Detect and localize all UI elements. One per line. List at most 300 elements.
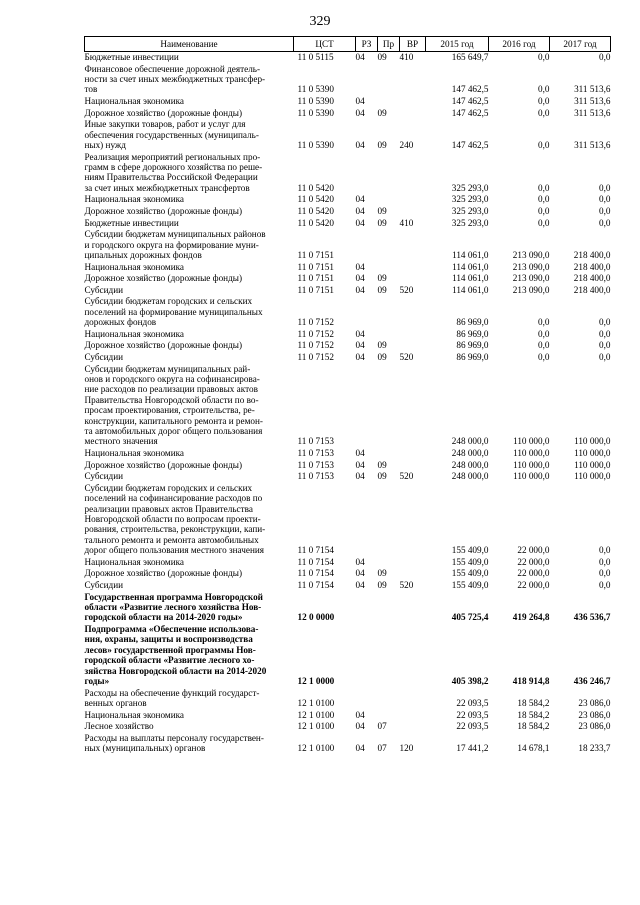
- cell-rz: 04: [355, 351, 365, 362]
- cell-pr: 09: [377, 52, 387, 62]
- cell-csr: 11 0 7153: [297, 436, 334, 447]
- cell-vr: 520: [399, 580, 414, 590]
- cell-2017: 218 400,0: [573, 273, 611, 284]
- cell-csr: 11 0 7151: [297, 273, 334, 284]
- name-line: Субсидии бюджетам городских и сельских: [84, 296, 253, 307]
- cell-pr: 09: [377, 107, 387, 118]
- table-row: [85, 64, 611, 96]
- page-number: 329: [309, 14, 331, 29]
- cell-rz: 04: [355, 217, 365, 228]
- cell-rz: 04: [355, 96, 365, 106]
- cell-name: [85, 329, 294, 341]
- cell-csr: 11 0 5420: [297, 217, 334, 228]
- cell-pr: 09: [377, 273, 387, 284]
- cell-rz: 04: [355, 471, 365, 482]
- cell-pr: [378, 557, 400, 569]
- cell-2015: 114 061,0: [452, 273, 489, 284]
- name-line: просам проектирования, строительства, ре-: [84, 405, 255, 416]
- cell-2016: 0,0: [538, 96, 550, 106]
- table-row: [85, 710, 611, 722]
- name-line: ности за счет иных межбюджетных трансфер-: [84, 74, 266, 84]
- cell-name: [85, 119, 294, 151]
- cell-2015: 22 093,5: [456, 709, 489, 720]
- name-line: ных (муниципальных) органов: [84, 743, 206, 754]
- cell-vr: [400, 568, 426, 580]
- cell-name: [85, 352, 294, 364]
- cell-2015: 114 061,0: [452, 284, 489, 295]
- cell-2017: 110 000,0: [574, 448, 611, 458]
- cell-2015: 22 093,5: [456, 721, 489, 732]
- cell-csr: 11 0 5420: [297, 194, 334, 205]
- name-line: Субсидии бюджетам городских и сельских: [84, 482, 253, 493]
- cell-rz: [356, 64, 378, 96]
- cell-pr: 09: [377, 351, 387, 362]
- name-line: онов и городского округа на софинансирова-: [84, 373, 260, 384]
- cell-2016: 22 000,0: [517, 545, 550, 556]
- cell-vr: 410: [399, 217, 414, 228]
- cell-2016: 0,0: [538, 206, 550, 216]
- cell-vr: [400, 483, 426, 557]
- cell-2017: 0,0: [599, 317, 611, 328]
- name-line: конструкции, капитального ремонта и ремон-: [84, 415, 263, 426]
- cell-vr: [400, 229, 426, 261]
- cell-2016: 110 000,0: [513, 459, 550, 470]
- table-row: [85, 448, 611, 460]
- cell-2015: 325 293,0: [451, 194, 489, 205]
- cell-csr: 11 0 7154: [297, 545, 334, 556]
- cell-2017: 218 400,0: [573, 250, 611, 260]
- cell-2017: 0,0: [599, 206, 611, 216]
- cell-2015: 86 969,0: [456, 328, 489, 339]
- name-line: Новгородской области по вопросам проекти-: [84, 514, 261, 524]
- header-row: [85, 37, 611, 52]
- cell-2016: 110 000,0: [513, 448, 550, 458]
- header-name: Наименование: [85, 37, 294, 52]
- cell-pr: [378, 229, 400, 261]
- cell-rz: [356, 624, 378, 688]
- cell-vr: [400, 721, 426, 733]
- name-line: зяйства Новгородской области на 2014-2020: [84, 665, 267, 676]
- cell-2016: 213 090,0: [512, 273, 550, 284]
- cell-name: [85, 364, 294, 448]
- header-vr: ВР: [400, 37, 426, 52]
- cell-2016: 22 000,0: [517, 568, 550, 579]
- cell-pr: [378, 64, 400, 96]
- cell-2016: 0,0: [538, 107, 550, 118]
- cell-2016: 213 090,0: [512, 250, 550, 260]
- cell-name: [85, 448, 294, 460]
- name-line: Национальная экономика: [84, 96, 185, 106]
- table-row: [85, 557, 611, 569]
- cell-2017: 23 086,0: [578, 721, 611, 732]
- name-line: Национальная экономика: [84, 328, 185, 339]
- cell-vr: [400, 64, 426, 96]
- cell-vr: [400, 296, 426, 328]
- cell-2017: 218 400,0: [573, 284, 611, 295]
- cell-2015: 248 000,0: [451, 459, 489, 470]
- cell-rz: 04: [355, 261, 365, 272]
- cell-2015: 248 000,0: [451, 471, 489, 482]
- name-line: местного значения: [84, 436, 158, 447]
- name-line: годы»: [84, 676, 110, 687]
- table-row: [85, 119, 611, 151]
- cell-2016: 0,0: [538, 340, 550, 351]
- name-line: Иные закупки товаров, работ и услуг для: [84, 119, 246, 130]
- cell-2016: 213 090,0: [512, 261, 550, 272]
- cell-pr: [378, 152, 400, 195]
- cell-csr: 12 0 0000: [297, 612, 335, 623]
- table-row: [85, 721, 611, 733]
- name-line: Расходы на выплаты персоналу государствен-: [84, 732, 264, 743]
- name-line: та автомобильных дорог общего пользования: [84, 426, 263, 436]
- name-line: Национальная экономика: [84, 194, 185, 205]
- table-row: [85, 52, 611, 64]
- cell-vr: [400, 194, 426, 206]
- cell-name: [85, 218, 294, 230]
- cell-pr: 09: [377, 471, 387, 482]
- name-line: Реализация мероприятий региональных про-: [84, 151, 261, 162]
- cell-vr: [400, 108, 426, 120]
- cell-name: [85, 710, 294, 722]
- name-line: городской области «Развитие лесного хо-: [84, 655, 255, 666]
- name-line: Субсидии: [84, 284, 124, 295]
- cell-2016: 0,0: [538, 52, 550, 62]
- cell-csr: 11 0 7154: [297, 568, 334, 579]
- cell-name: [85, 285, 294, 297]
- cell-rz: 04: [355, 556, 365, 567]
- cell-csr: 11 0 5390: [297, 96, 334, 106]
- name-line: Национальная экономика: [84, 709, 185, 720]
- table-row: [85, 285, 611, 297]
- name-line: Бюджетные инвестиции: [84, 52, 179, 62]
- cell-csr: 11 0 7153: [297, 448, 334, 458]
- cell-rz: [356, 229, 378, 261]
- name-line: Финансовое обеспечение дорожной деятель-: [84, 63, 261, 74]
- table-row: [85, 296, 611, 328]
- cell-csr: 11 0 5420: [297, 182, 334, 193]
- cell-name: [85, 340, 294, 352]
- cell-2015: 147 462,5: [451, 84, 489, 95]
- name-line: Государственная программа Новгородской: [84, 591, 263, 602]
- cell-2016: 0,0: [538, 351, 550, 362]
- cell-pr: [378, 688, 400, 710]
- cell-2015: 155 409,0: [451, 568, 489, 579]
- cell-pr: [378, 483, 400, 557]
- cell-pr: [378, 296, 400, 328]
- cell-2015: 155 409,0: [451, 580, 489, 590]
- cell-2017: 218 400,0: [573, 261, 611, 272]
- cell-rz: 04: [355, 107, 365, 118]
- table-row: [85, 329, 611, 341]
- table-row: [85, 194, 611, 206]
- cell-2017: 311 513,6: [574, 84, 611, 95]
- cell-rz: 04: [355, 273, 365, 284]
- cell-2015: 248 000,0: [451, 436, 489, 447]
- cell-name: [85, 483, 294, 557]
- table-row: [85, 483, 611, 557]
- cell-csr: 11 0 7153: [297, 471, 334, 482]
- cell-rz: 04: [355, 206, 365, 216]
- cell-vr: [400, 206, 426, 218]
- cell-rz: 04: [355, 580, 365, 590]
- cell-2017: 311 513,6: [574, 96, 611, 106]
- cell-vr: [400, 688, 426, 710]
- cell-pr: 09: [377, 217, 387, 228]
- cell-2017: 0,0: [599, 328, 611, 339]
- cell-2015: 147 462,5: [451, 96, 489, 106]
- cell-pr: [378, 448, 400, 460]
- cell-2016: 0,0: [538, 140, 550, 150]
- cell-2015: 147 462,5: [451, 107, 489, 118]
- name-line: дорог общего пользования местного значения: [84, 545, 265, 556]
- cell-name: [85, 568, 294, 580]
- cell-name: [85, 296, 294, 328]
- cell-pr: [378, 329, 400, 341]
- cell-csr: 11 0 5390: [297, 84, 334, 95]
- cell-csr: 11 0 5390: [297, 140, 334, 150]
- name-line: области «Развитие лесного хозяйства Нов-: [84, 602, 262, 612]
- cell-vr: 520: [399, 471, 414, 482]
- name-line: Дорожное хозяйство (дорожные фонды): [84, 107, 243, 118]
- cell-2015: 155 409,0: [451, 556, 489, 567]
- name-line: Дорожное хозяйство (дорожные фонды): [84, 568, 243, 579]
- cell-2015: 86 969,0: [456, 351, 489, 362]
- cell-2017: 0,0: [599, 182, 611, 193]
- table-row: [85, 471, 611, 483]
- cell-2016: 18 584,2: [517, 709, 550, 720]
- cell-rz: [356, 688, 378, 710]
- cell-rz: 04: [355, 52, 365, 62]
- cell-name: [85, 580, 294, 592]
- cell-csr: 11 0 5115: [297, 52, 334, 62]
- name-line: Дорожное хозяйство (дорожные фонды): [84, 206, 243, 216]
- table-row: [85, 580, 611, 592]
- cell-rz: 04: [355, 328, 365, 339]
- cell-2015: 165 649,7: [451, 52, 489, 62]
- cell-2016: 14 678,1: [517, 743, 550, 754]
- cell-pr: 09: [377, 568, 387, 579]
- cell-csr: 12 1 0100: [297, 698, 335, 709]
- cell-pr: [378, 194, 400, 206]
- name-line: дорожных фондов: [84, 317, 157, 328]
- name-line: Бюджетные инвестиции: [84, 217, 179, 228]
- cell-vr: [400, 273, 426, 285]
- table-row: [85, 733, 611, 755]
- cell-2015: 325 293,0: [451, 182, 489, 193]
- name-line: Национальная экономика: [84, 448, 185, 458]
- cell-name: [85, 108, 294, 120]
- cell-csr: 11 0 7151: [297, 250, 334, 260]
- cell-name: [85, 460, 294, 472]
- cell-pr: 07: [377, 721, 387, 732]
- name-line: поселений на софинансирование расходов по: [84, 493, 263, 504]
- cell-rz: 04: [355, 568, 365, 579]
- cell-2016: 419 264,8: [512, 612, 550, 623]
- cell-2016: 22 000,0: [517, 556, 550, 567]
- cell-name: [85, 206, 294, 218]
- cell-2017: 311 513,6: [574, 140, 611, 150]
- cell-2017: 18 233,7: [578, 743, 611, 754]
- cell-name: [85, 64, 294, 96]
- cell-rz: 04: [355, 721, 365, 732]
- name-line: Субсидии бюджетам муниципальных рай-: [84, 363, 251, 374]
- cell-2016: 0,0: [538, 182, 550, 193]
- cell-rz: [356, 364, 378, 448]
- cell-name: [85, 557, 294, 569]
- table-row: [85, 108, 611, 120]
- name-line: рования, строительства, реконструкции, капи-: [84, 524, 266, 535]
- cell-pr: [378, 592, 400, 624]
- cell-name: [85, 262, 294, 274]
- cell-vr: [400, 262, 426, 274]
- cell-vr: [400, 592, 426, 624]
- cell-vr: [400, 96, 426, 108]
- cell-2015: 155 409,0: [451, 545, 489, 556]
- cell-rz: [356, 592, 378, 624]
- cell-name: [85, 152, 294, 195]
- table-row: [85, 688, 611, 710]
- cell-pr: 09: [377, 340, 387, 351]
- cell-pr: 09: [377, 206, 387, 216]
- name-line: ных) нужд: [84, 140, 126, 150]
- header-csr: ЦСТ: [294, 37, 356, 52]
- table-row: [85, 364, 611, 448]
- cell-2016: 0,0: [538, 194, 550, 205]
- cell-vr: [400, 557, 426, 569]
- cell-2015: 86 969,0: [456, 340, 489, 351]
- cell-2015: 325 293,0: [451, 206, 489, 216]
- cell-csr: 12 1 0100: [297, 743, 335, 754]
- cell-2017: 0,0: [599, 52, 611, 62]
- cell-2015: 405 725,4: [451, 612, 489, 623]
- table-row: [85, 152, 611, 195]
- table-body: [85, 52, 611, 755]
- cell-2017: 0,0: [599, 217, 611, 228]
- name-line: лесов» государственной программы Нов-: [84, 644, 256, 655]
- cell-2015: 325 293,0: [451, 217, 489, 228]
- name-line: обеспечения государственных (муниципаль-: [84, 129, 259, 140]
- name-line: поселений на формирование муниципальных: [84, 306, 263, 317]
- cell-2015: 114 061,0: [452, 261, 489, 272]
- cell-rz: 04: [355, 743, 365, 754]
- cell-pr: 09: [377, 580, 387, 590]
- cell-vr: [400, 460, 426, 472]
- budget-table: [84, 36, 611, 755]
- cell-pr: [378, 96, 400, 108]
- name-line: венных органов: [84, 698, 147, 709]
- table-row: [85, 206, 611, 218]
- cell-2017: 0,0: [599, 580, 611, 590]
- cell-rz: 04: [355, 140, 365, 150]
- name-line: ниям Правительства Российской Федерации: [84, 172, 258, 183]
- cell-vr: 410: [399, 52, 414, 62]
- cell-name: [85, 229, 294, 261]
- name-line: Подпрограмма «Обеспечение использова-: [84, 624, 259, 634]
- cell-pr: 09: [377, 140, 387, 150]
- cell-2017: 110 000,0: [574, 436, 611, 447]
- cell-vr: 120: [399, 743, 414, 754]
- header-rz: РЗ: [356, 37, 378, 52]
- cell-vr: 520: [399, 284, 414, 295]
- cell-vr: [400, 448, 426, 460]
- cell-2017: 0,0: [599, 340, 611, 351]
- table-header: [85, 37, 611, 52]
- table-row: [85, 460, 611, 472]
- cell-2016: 0,0: [538, 317, 550, 328]
- name-line: Национальная экономика: [84, 556, 185, 567]
- cell-2017: 436 246,7: [573, 676, 611, 687]
- name-line: Национальная экономика: [84, 261, 185, 272]
- header-pr: Пр: [378, 37, 400, 52]
- cell-csr: 11 0 7152: [297, 317, 334, 328]
- name-line: Дорожное хозяйство (дорожные фонды): [84, 273, 243, 284]
- cell-2015: 86 969,0: [456, 317, 489, 328]
- cell-2017: 110 000,0: [574, 459, 611, 470]
- name-line: Правительства Новгородской области по во-: [84, 394, 259, 405]
- cell-name: [85, 592, 294, 624]
- cell-2015: 114 061,0: [452, 250, 489, 260]
- cell-name: [85, 96, 294, 108]
- name-line: Субсидии бюджетам муниципальных районов: [84, 229, 266, 240]
- cell-rz: 04: [355, 709, 365, 720]
- cell-2015: 17 441,2: [456, 743, 489, 754]
- name-line: Расходы на обеспечение функций государст-: [84, 687, 260, 698]
- name-line: ципальных дорожных фондов: [84, 250, 202, 260]
- cell-2016: 18 584,2: [517, 721, 550, 732]
- cell-name: [85, 688, 294, 710]
- cell-pr: [378, 262, 400, 274]
- cell-csr: 11 0 7151: [297, 261, 334, 272]
- cell-csr: 11 0 7154: [297, 580, 334, 590]
- cell-2016: 213 090,0: [512, 284, 550, 295]
- cell-csr: 11 0 7153: [297, 459, 334, 470]
- cell-rz: [356, 152, 378, 195]
- name-line: Лесное хозяйство: [84, 721, 154, 732]
- table-row: [85, 262, 611, 274]
- cell-vr: [400, 710, 426, 722]
- cell-2016: 0,0: [538, 84, 550, 95]
- cell-rz: 04: [355, 194, 365, 205]
- cell-rz: [356, 296, 378, 328]
- cell-vr: 520: [399, 351, 414, 362]
- cell-rz: 04: [355, 284, 365, 295]
- cell-2017: 23 086,0: [578, 709, 611, 720]
- name-line: Субсидии: [84, 580, 124, 590]
- cell-name: [85, 733, 294, 755]
- cell-pr: 09: [377, 459, 387, 470]
- table-row: [85, 352, 611, 364]
- table-row: [85, 568, 611, 580]
- header-2017: 2017 год: [550, 37, 611, 52]
- header-2015: 2015 год: [426, 37, 489, 52]
- cell-rz: 04: [355, 459, 365, 470]
- cell-2016: 22 000,0: [517, 580, 550, 590]
- name-line: Субсидии: [84, 471, 124, 482]
- cell-2017: 0,0: [599, 194, 611, 205]
- cell-csr: 12 1 0100: [297, 721, 335, 732]
- cell-rz: 04: [355, 448, 365, 458]
- name-line: реализации правовых актов Правительства: [84, 503, 253, 514]
- table-row: [85, 592, 611, 624]
- cell-2016: 18 584,2: [517, 698, 550, 709]
- table-row: [85, 624, 611, 688]
- cell-csr: 11 0 7152: [297, 328, 334, 339]
- table-row: [85, 273, 611, 285]
- cell-2017: 0,0: [599, 556, 611, 567]
- cell-csr: 11 0 5420: [297, 206, 334, 216]
- cell-name: [85, 721, 294, 733]
- cell-csr: 11 0 7152: [297, 340, 334, 351]
